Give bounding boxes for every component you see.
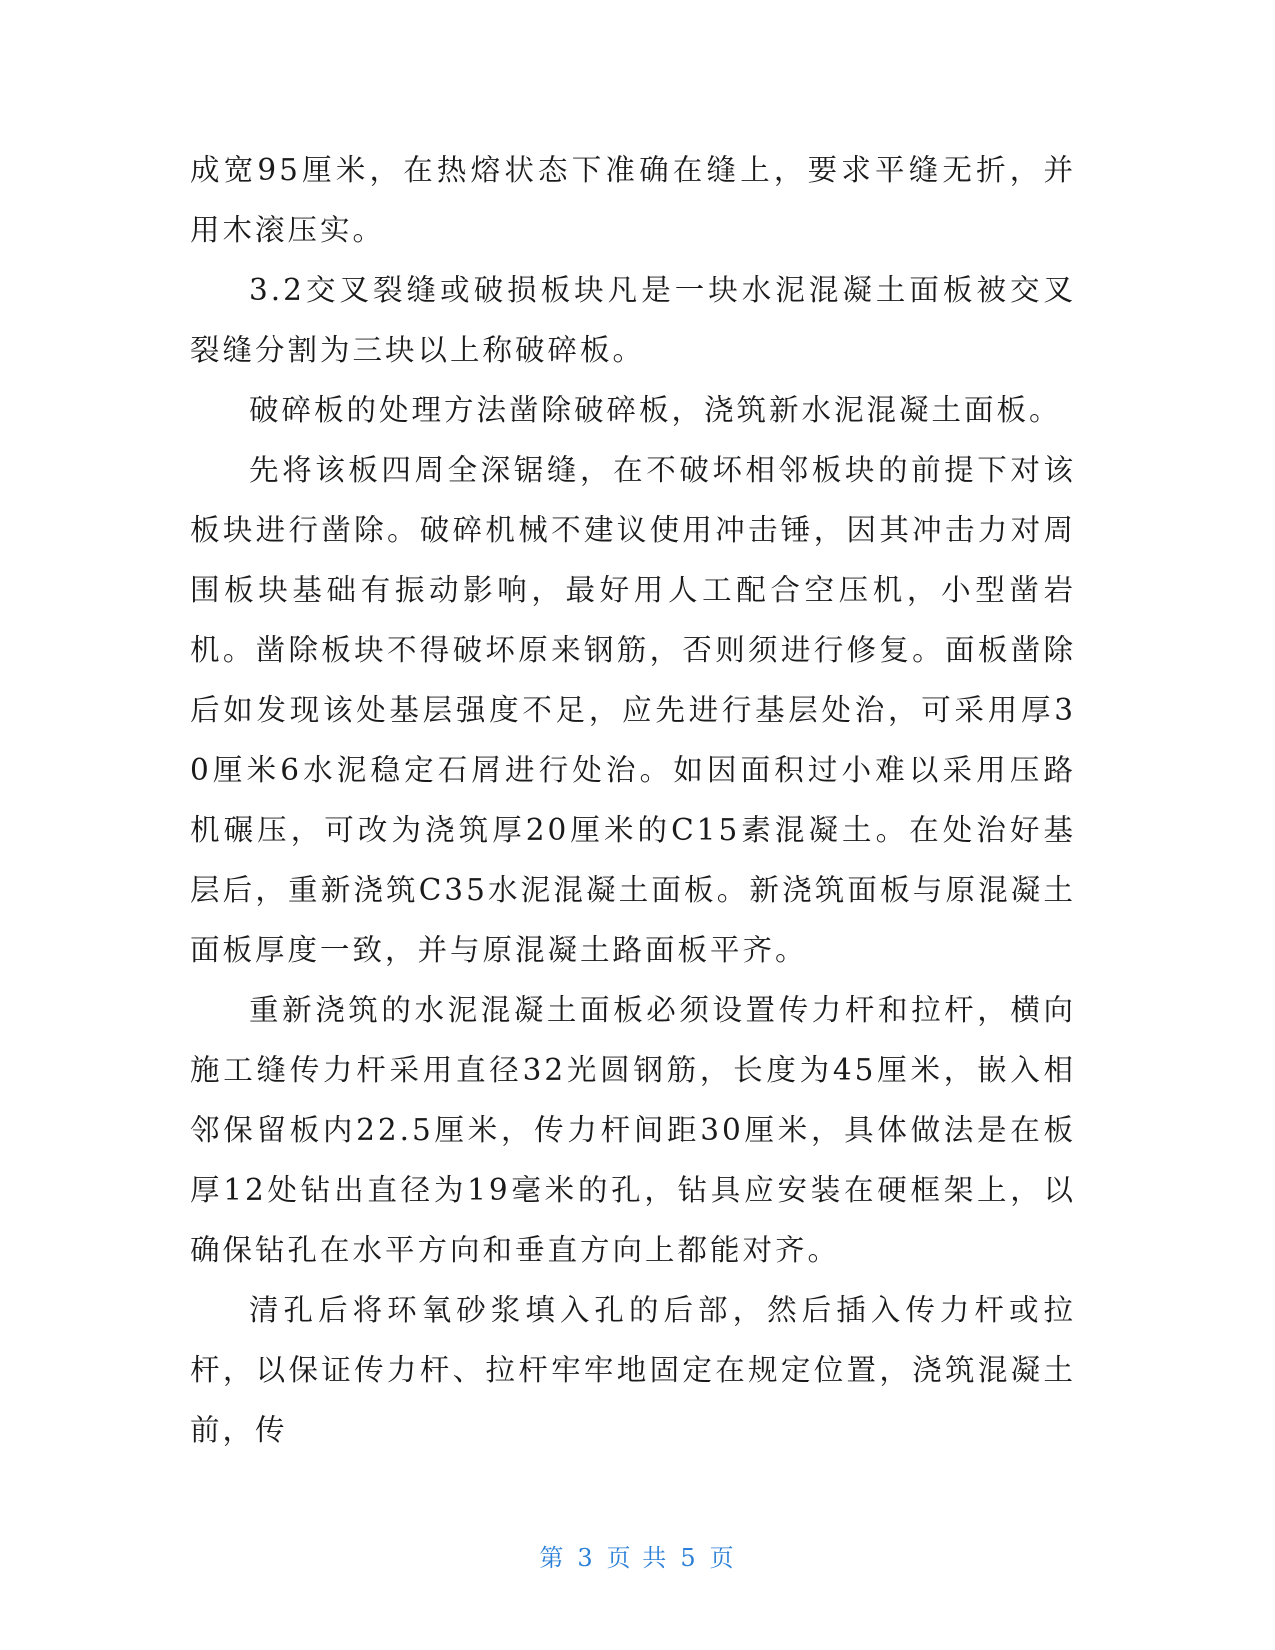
footer-total-pages: 5 xyxy=(680,1544,698,1572)
paragraph-sawing-procedure: 先将该板四周全深锯缝，在不破坏相邻板块的前提下对该板块进行凿除。破碎机械不建议使用冲击锤，因其冲击力对周围板块基础有振动影响，最好用人工配合空压机，小型凿岩机。凿除板块不得破坏原来钢筋，否则须进行修复。面板凿除后如发现该处基层强度不足，应先进行基层处治，可采用厚30厘米6水泥稳定石屑进行处治。如因面积过小难以采用压路机碾压，可改为浇筑厚20厘米的C15素混凝土。在处治好基层后，重新浇筑C35水泥混凝土面板。新浇筑面板与原混凝土面板厚度一致，并与原混凝土路面板平齐。 xyxy=(190,453,1076,967)
footer-suffix: 页 xyxy=(709,1544,736,1572)
footer-prefix: 第 xyxy=(539,1544,566,1572)
footer-current-page: 3 xyxy=(577,1544,595,1572)
page-footer xyxy=(0,1538,1275,1573)
paragraph-dowel-bars: 重新浇筑的水泥混凝土面板必须设置传力杆和拉杆，横向施工缝传力杆采用直径32光圆钢筋，长度为45厘米，嵌入相邻保留板内22.5厘米，传力杆间距30厘米，具体做法是在板厚12处钻出直径为19毫米的孔，钻具应安装在硬框架上，以确保钻孔在水平方向和垂直方向上都能对齐。 xyxy=(190,993,1076,1267)
paragraph-treatment-method: 破碎板的处理方法凿除破碎板，浇筑新水泥混凝土面板。 xyxy=(249,393,1062,427)
paragraph-hole-cleaning: 清孔后将环氧砂浆填入孔的后部，然后插入传力杆或拉杆，以保证传力杆、拉杆牢牢地固定在规定位置，浇筑混凝土前，传 xyxy=(190,1293,1076,1447)
paragraph-section-3-2: 3.2交叉裂缝或破损板块凡是一块水泥混凝土面板被交叉裂缝分割为三块以上称破碎板。 xyxy=(190,273,1076,367)
footer-middle: 页 共 xyxy=(606,1544,669,1572)
paragraph-continuation: 成宽95厘米，在热熔状态下准确在缝上，要求平缝无折，并用木滚压实。 xyxy=(190,153,1076,247)
document-body xyxy=(190,140,1076,1460)
